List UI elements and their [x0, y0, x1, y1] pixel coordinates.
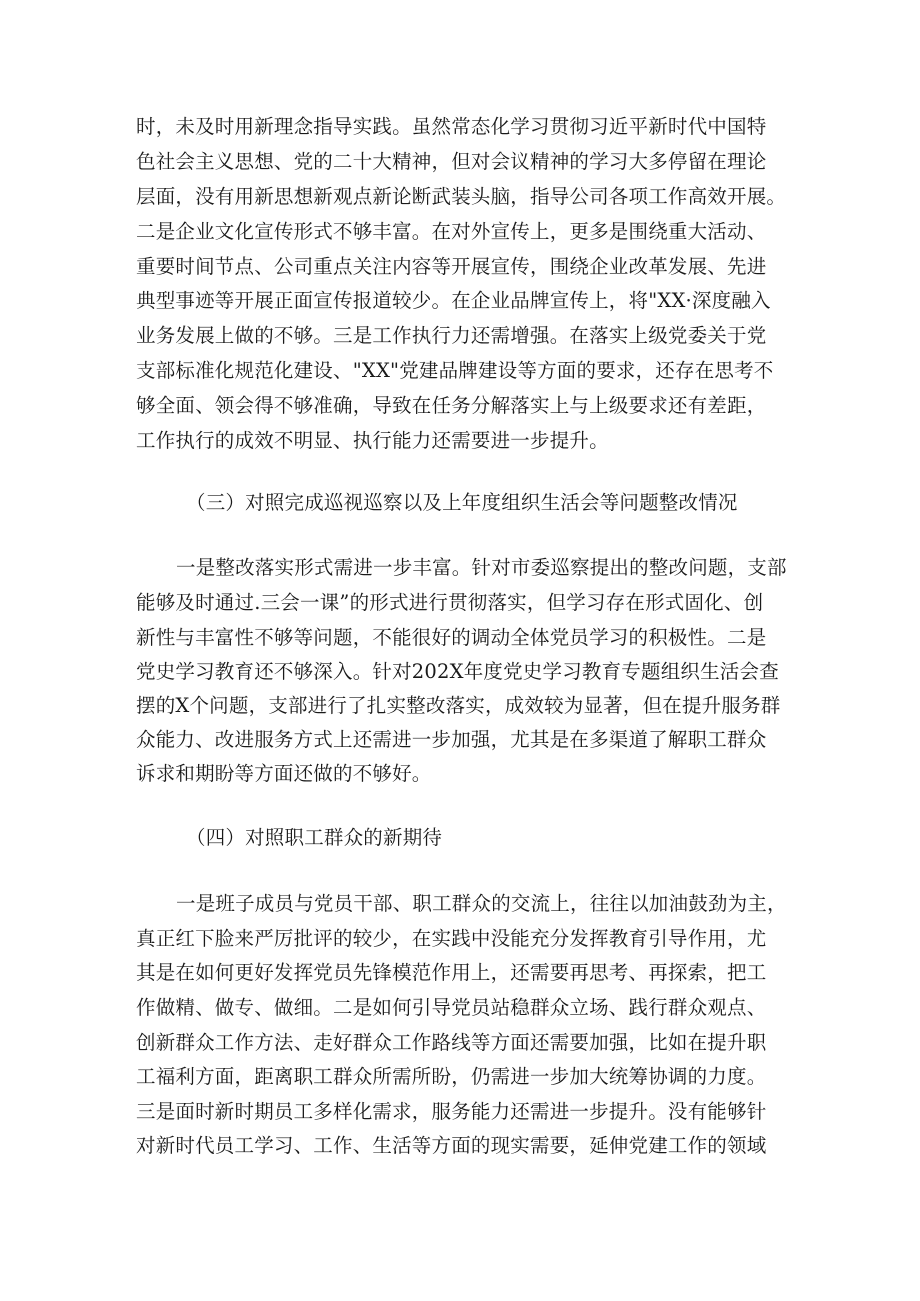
text-line: 支部标准化规范化建设、"XX"党建品牌建设等方面的要求，还存在思考不 — [136, 359, 774, 382]
text-line: 其是在如何更好发挥党员先锋模范作用上，还需要再思考、再探索，把工 — [136, 961, 767, 984]
text-line: 一是整改落实形式需进一步丰富。针对市委巡察提出的整改问题，支部 — [176, 556, 787, 579]
text-line: 时，未及时用新理念指导实践。虽然常态化学习贯彻习近平新时代中国特 — [136, 115, 767, 138]
text-line: 色社会主义思想、党的二十大精神，但对会议精神的学习大多停留在理论 — [136, 150, 767, 173]
text-line: 创新群众工作方法、走好群众工作路线等方面还需要加强，比如在提升职 — [136, 1031, 767, 1054]
text-line: 真正红下脸来严厉批评的较少，在实践中没能充分发挥教育引导作用，尤 — [136, 927, 767, 950]
text-line: 党史学习教育还不够深入。针对202X年度党史学习教育专题组织生活会查 — [136, 660, 779, 683]
text-line: 三是面时新时期员工多样化需求，服务能力还需进一步提升。没有能够针 — [136, 1100, 767, 1123]
text-line: 众能力、改进服务方式上还需进一步加强，尤其是在多渠道了解职工群众 — [136, 728, 767, 751]
text-line: 能够及时通过.三会一课”的形式进行贯彻落实，但学习存在形式固化、创 — [136, 591, 764, 614]
text-line: 诉求和期盼等方面还做的不够好。 — [136, 762, 432, 785]
text-line: 典型事迹等开展正面宣传报道较少。在企业品牌宣传上，将"XX·深度融入 — [136, 289, 771, 312]
section-heading-3: （三）对照完成巡视巡察以及上年度组织生活会等问题整改情况 — [186, 491, 738, 514]
text-line: 工作执行的成效不明显、执行能力还需要进一步提升。 — [136, 429, 609, 452]
section-heading-4: （四）对照职工群众的新期待 — [186, 826, 443, 849]
text-line: 重要时间节点、公司重点关注内容等开展宣传，围绕企业改革发展、先进 — [136, 255, 767, 278]
text-line: 作做精、做专、做细。二是如何引导党员站稳群众立场、践行群众观点、 — [136, 996, 767, 1019]
text-line: 新性与丰富性不够等问题，不能很好的调动全体党员学习的积极性。二是 — [136, 626, 767, 649]
text-line: 够全面、领会得不够准确，导致在任务分解落实上与上级要求还有差距， — [136, 394, 767, 417]
text-line: 对新时代员工学习、工作、生活等方面的现实需要，延伸党建工作的领域 — [136, 1134, 767, 1157]
text-line: 业务发展上做的不够。三是工作执行力还需增强。在落实上级党委关于党 — [136, 324, 767, 347]
text-line: 二是企业文化宣传形式不够丰富。在对外宣传上，更多是围绕重大活动、 — [136, 220, 767, 243]
text-line: 层面，没有用新思想新观点新论断武装头脑，指导公司各项工作高效开展。 — [136, 185, 787, 208]
text-line: 工福利方面，距离职工群众所需所盼，仍需进一步加大统筹协调的力度。 — [136, 1065, 767, 1088]
text-line: 一是班子成员与党员干部、职工群众的交流上，往往以加油鼓劲为主， — [176, 892, 787, 915]
text-line: 摆的X个问题，支部进行了扎实整改落实，成效较为显著，但在提升服务群 — [136, 694, 781, 717]
